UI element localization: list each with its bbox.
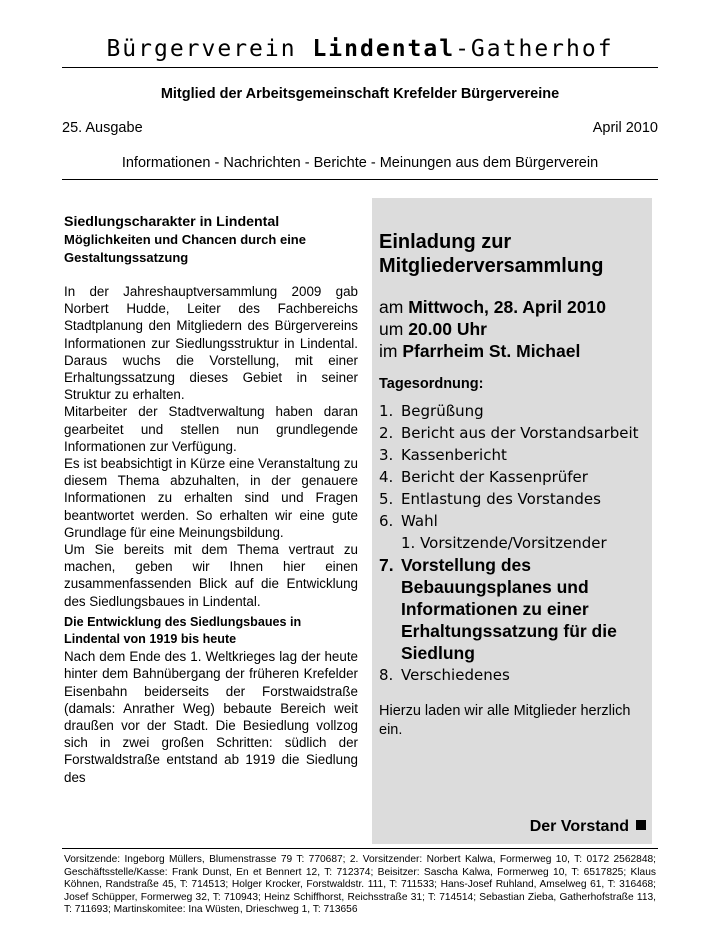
- agenda-item: [379, 444, 649, 466]
- issue-date: April 2010: [592, 120, 658, 136]
- agenda-text: Verschiedenes: [401, 666, 510, 684]
- footer-rule: [62, 848, 658, 849]
- masthead-bold: Lindental: [312, 36, 456, 62]
- agenda-num: 7.: [379, 555, 394, 575]
- board-contacts: Vorsitzende: Ingeborg Müllers, Blumenstrasse 79 T: 770687; 2. Vorsitzender: Norbert Kalwa, Formerweg 10, T: 0172 2562848; Geschäftsstelle/Kasse: Frank Dunst, En et Bennert 12, T: 712374; Beisitzer: Sascha Kalwa, Formerweg 10, T: 6517825; Klaus Köhnen, Randstraße 45, T: 714513; Holger Krocker, Forstwaldstr. 111, T: 711533; Hans-Josef Ruhland, Amselweg 61, T: 316468; Josef Schüpper, Formerweg 32, T: 710943; Heinz Schiffhorst, Reichsstraße 31; T: 714514; Sebastian Zieba, Gatherhofstraße 113, T: 711693; Martinskomitee: Ina Wüsten, Drieschweg 1, T: 713656: [64, 854, 656, 916]
- membership-line: Mitglied der Arbeitsgemeinschaft Krefelder Bürgervereine: [160, 86, 560, 102]
- masthead-prefix: Bürgerverein: [106, 36, 313, 62]
- masthead-title: [62, 36, 658, 62]
- signature-text: Der Vorstand: [529, 818, 629, 835]
- article-paragraph-1: In der Jahreshauptversammlung 2009 gab Norbert Hudde, Leiter des Fachbereichs Stadtplanung den Mitgliedern des Bürgervereins Informationen zur Siedlungsstruktur in Lindental. Daraus wuchs die Vorstellung, mit einer Erhaltungssatzung dieses Gebiet in seiner Struktur zu erhalten.: [64, 284, 358, 403]
- invitation-title-line1: Einladung zur: [379, 231, 512, 253]
- article-paragraph-4: Um Sie bereits mit dem Thema vertraut zu machen, geben wir Ihnen hier einen zusammenfassenden Blick auf die Entwicklung des Siedlungsbaues in Lindental.: [64, 542, 358, 609]
- invitation-box: [372, 198, 652, 844]
- section-paragraph: Nach dem Ende des 1. Weltkrieges lag der heute hinter dem Bahnübergang der früheren Krefelder Eisenbahn beiderseits der Forstwaidstraße (damals: Anrather Weg) bebaute Bereich weit draußen vor der Stadt. Die Besiedlung vollzog sich in zwei großen Schritten: südlich der Forstwaldstraße entstand ab 1919 die Siedlung des: [64, 649, 358, 785]
- article-column: [64, 213, 358, 786]
- signature: [530, 818, 646, 836]
- agenda-num: 1.: [379, 402, 394, 420]
- article-title: Siedlungscharakter in Lindental: [64, 214, 280, 230]
- article-paragraph-2: Mitarbeiter der Stadtverwaltung haben daran gearbeitet und stellen nun grundlegende Informationen zur Verfügung.: [64, 404, 358, 454]
- agenda-item: [379, 400, 649, 422]
- place-prefix: im: [379, 341, 403, 361]
- agenda-item: [379, 510, 649, 554]
- article-paragraph-3: Es ist beabsichtigt in Kürze eine Veranstaltung zu diesem Thema abzuhalten, in der genauere Informationen zu erhalten sind und Fragen beantwortet werden. So erhalten wir eine gute Grundlage für eine Meinungsbildung.: [64, 456, 358, 540]
- invitation-title: [379, 230, 649, 278]
- agenda-num: 6.: [379, 512, 394, 530]
- meeting-date: Mittwoch, 28. April 2010: [408, 297, 606, 317]
- issue-number: 25. Ausgabe: [62, 120, 143, 136]
- agenda-text: Bericht der Kassenprüfer: [401, 468, 588, 486]
- agenda-num: 4.: [379, 468, 394, 486]
- agenda-subitem: 1. Vorsitzende/Vorsitzender: [401, 534, 607, 552]
- agenda-num: 3.: [379, 446, 394, 464]
- section-title: Die Entwicklung des Siedlungsbaues in Lindental von 1919 bis heute: [64, 614, 302, 647]
- meeting-place: Pfarrheim St. Michael: [402, 341, 581, 361]
- agenda-list: [379, 400, 649, 686]
- agenda-text: Wahl: [401, 512, 438, 530]
- agenda-text: Kassenbericht: [401, 446, 507, 464]
- agenda-text: Vorstellung des Bebauungsplanes und Informationen zu einer Erhaltungssatzung für die Siedlung: [401, 555, 617, 663]
- agenda-item: [379, 422, 649, 444]
- agenda-num: 5.: [379, 490, 394, 508]
- time-prefix: um: [379, 319, 409, 339]
- tagline-rule: [62, 179, 658, 180]
- masthead-rule: [62, 67, 658, 68]
- meeting-details: [379, 296, 649, 362]
- masthead-suffix: -Gatherhof: [455, 36, 614, 62]
- agenda-item: [379, 488, 649, 510]
- agenda-item-highlight: [379, 554, 649, 664]
- agenda-item: [379, 466, 649, 488]
- invitation-closing: Hierzu laden wir alle Mitglieder herzlich ein.: [379, 703, 631, 738]
- agenda-text: Begrüßung: [401, 402, 484, 420]
- agenda-heading: Tagesordnung:: [379, 376, 484, 392]
- tagline: Informationen - Nachrichten - Berichte - Meinungen aus dem Bürgerverein: [121, 155, 599, 171]
- when-prefix: am: [379, 297, 409, 317]
- invitation-title-line2: Mitgliederversammlung: [379, 255, 604, 277]
- square-bullet-icon: [636, 820, 646, 830]
- agenda-text: Entlastung des Vorstandes: [401, 490, 601, 508]
- issue-row: [62, 120, 658, 136]
- agenda-text: Bericht aus der Vorstandsarbeit: [401, 424, 639, 442]
- agenda-item: [379, 664, 649, 686]
- agenda-num: 8.: [379, 666, 394, 684]
- agenda-num: 2.: [379, 424, 394, 442]
- meeting-time: 20.00 Uhr: [408, 319, 487, 339]
- article-subtitle: Möglichkeiten und Chancen durch eine Gestaltungssatzung: [64, 232, 306, 265]
